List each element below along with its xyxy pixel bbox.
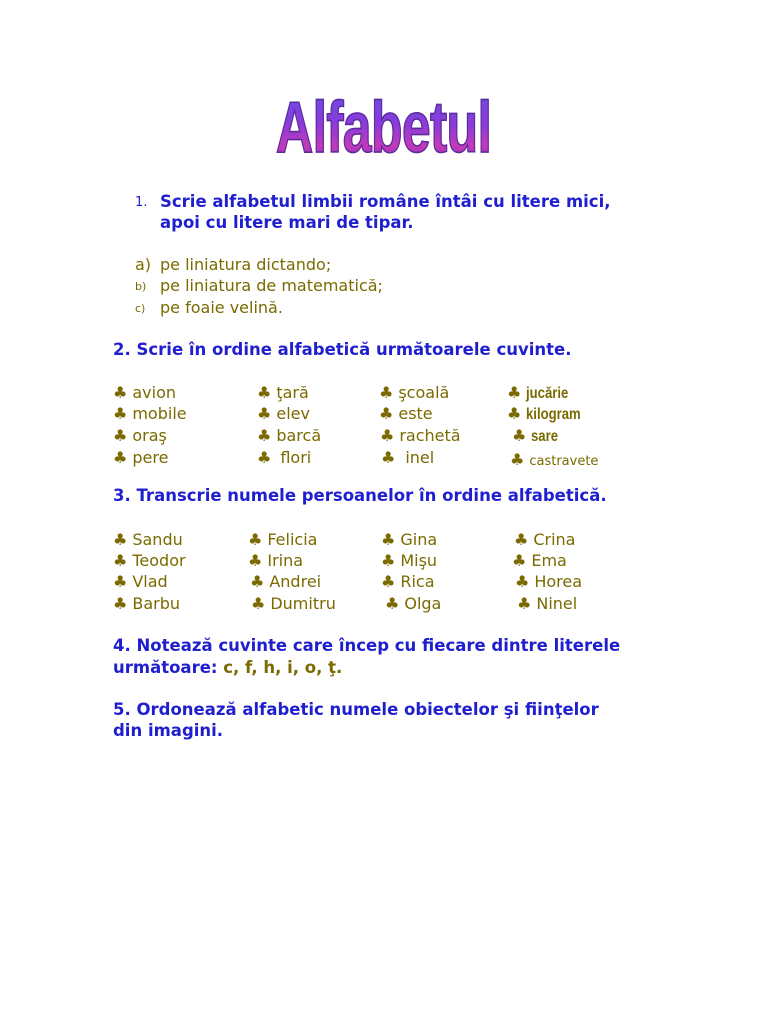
title-wrap xyxy=(0,88,768,168)
ex1-line2: apoi cu litere mari de tipar. xyxy=(160,213,414,232)
name-item: ♣ Ema xyxy=(512,551,567,570)
club-icon: ♣ xyxy=(248,530,263,549)
club-icon: ♣ xyxy=(512,426,527,445)
name-item: ♣ Gina xyxy=(381,530,438,549)
ex1-item-a-marker: a) xyxy=(135,255,152,274)
club-icon: ♣ xyxy=(512,551,527,570)
club-icon: ♣ xyxy=(507,404,522,423)
name-item: ♣ Irina xyxy=(248,551,304,570)
ex1-line1: Scrie alfabetul limbii române întâi cu litere mici, xyxy=(160,192,611,211)
name-item: ♣ Vlad xyxy=(113,572,168,591)
club-icon: ♣ xyxy=(113,530,128,549)
club-icon: ♣ xyxy=(515,572,530,591)
name-item: ♣ Barbu xyxy=(113,594,180,613)
club-icon: ♣ xyxy=(379,383,394,402)
ex2-heading: 2. Scrie în ordine alfabetică următoarele cuvinte. xyxy=(113,340,572,359)
club-icon: ♣ xyxy=(248,551,263,570)
ex3-heading: 3. Transcrie numele persoanelor în ordine alfabetică. xyxy=(113,486,607,505)
word-item: ♣ ţară xyxy=(257,383,309,402)
word-item: ♣ elev xyxy=(257,404,310,423)
ex5-line2: din imagini. xyxy=(113,721,224,740)
ex1-item-c-text: pe foaie velină. xyxy=(160,298,283,317)
word-item: ♣ pere xyxy=(113,448,169,467)
page-title: Alfabetul xyxy=(276,88,492,168)
word-item: ♣ rachetă xyxy=(380,426,461,445)
ex1-item-b-marker: b) xyxy=(135,280,147,293)
name-item: ♣ Olga xyxy=(385,594,442,613)
club-icon: ♣ xyxy=(385,594,400,613)
name-item: ♣ Sandu xyxy=(113,530,183,549)
name-item: ♣ Rica xyxy=(381,572,435,591)
club-icon: ♣ xyxy=(113,594,128,613)
club-icon: ♣ xyxy=(113,448,128,467)
club-icon: ♣ xyxy=(257,448,272,467)
name-item: ♣ Andrei xyxy=(250,572,322,591)
ex4-line1: 4. Notează cuvinte care încep cu fiecare dintre literele xyxy=(113,636,621,655)
club-icon: ♣ xyxy=(381,572,396,591)
ex1-number: 1. xyxy=(135,195,148,210)
club-icon: ♣ xyxy=(250,572,265,591)
club-icon: ♣ xyxy=(113,426,128,445)
club-icon: ♣ xyxy=(257,426,272,445)
word-item: ♣ avion xyxy=(113,383,176,402)
ex4-line2: următoare: c, f, h, i, o, ţ. xyxy=(113,658,343,677)
name-item: ♣ Mişu xyxy=(381,551,438,570)
word-item: ♣ jucărie xyxy=(507,383,569,402)
club-icon: ♣ xyxy=(379,404,394,423)
club-icon: ♣ xyxy=(510,450,525,469)
club-icon: ♣ xyxy=(514,530,529,549)
club-icon: ♣ xyxy=(507,383,522,402)
word-item: ♣ este xyxy=(379,404,433,423)
word-item: ♣ sare xyxy=(512,426,559,445)
ex1-item-a-text: pe liniatura dictando; xyxy=(160,255,332,274)
word-item: ♣ castravete xyxy=(510,450,599,469)
word-item: ♣ barcă xyxy=(257,426,322,445)
club-icon: ♣ xyxy=(257,383,272,402)
ex4-letters: c, f, h, i, o, ţ. xyxy=(223,658,343,677)
name-item: ♣ Teodor xyxy=(113,551,186,570)
word-item: ♣ mobile xyxy=(113,404,187,423)
club-icon: ♣ xyxy=(113,404,128,423)
club-icon: ♣ xyxy=(517,594,532,613)
ex1-item-b-text: pe liniatura de matematică; xyxy=(160,276,383,295)
name-item: ♣ Horea xyxy=(515,572,583,591)
club-icon: ♣ xyxy=(381,448,396,467)
club-icon: ♣ xyxy=(113,572,128,591)
word-item: ♣ oraş xyxy=(113,426,167,445)
ex1-item-c-marker: c) xyxy=(135,302,146,315)
club-icon: ♣ xyxy=(257,404,272,423)
club-icon: ♣ xyxy=(380,426,395,445)
club-icon: ♣ xyxy=(251,594,266,613)
name-item: ♣ Crina xyxy=(514,530,576,549)
word-item: ♣ flori xyxy=(257,448,312,467)
club-icon: ♣ xyxy=(381,530,396,549)
ex5-line1: 5. Ordonează alfabetic numele obiectelor şi fiinţelor xyxy=(113,700,599,719)
word-item: ♣ şcoală xyxy=(379,383,450,402)
name-item: ♣ Ninel xyxy=(517,594,578,613)
word-item: ♣ inel xyxy=(381,448,435,467)
club-icon: ♣ xyxy=(381,551,396,570)
club-icon: ♣ xyxy=(113,551,128,570)
name-item: ♣ Dumitru xyxy=(251,594,336,613)
club-icon: ♣ xyxy=(113,383,128,402)
name-item: ♣ Felicia xyxy=(248,530,318,549)
word-item: ♣ kilogram xyxy=(507,404,582,423)
